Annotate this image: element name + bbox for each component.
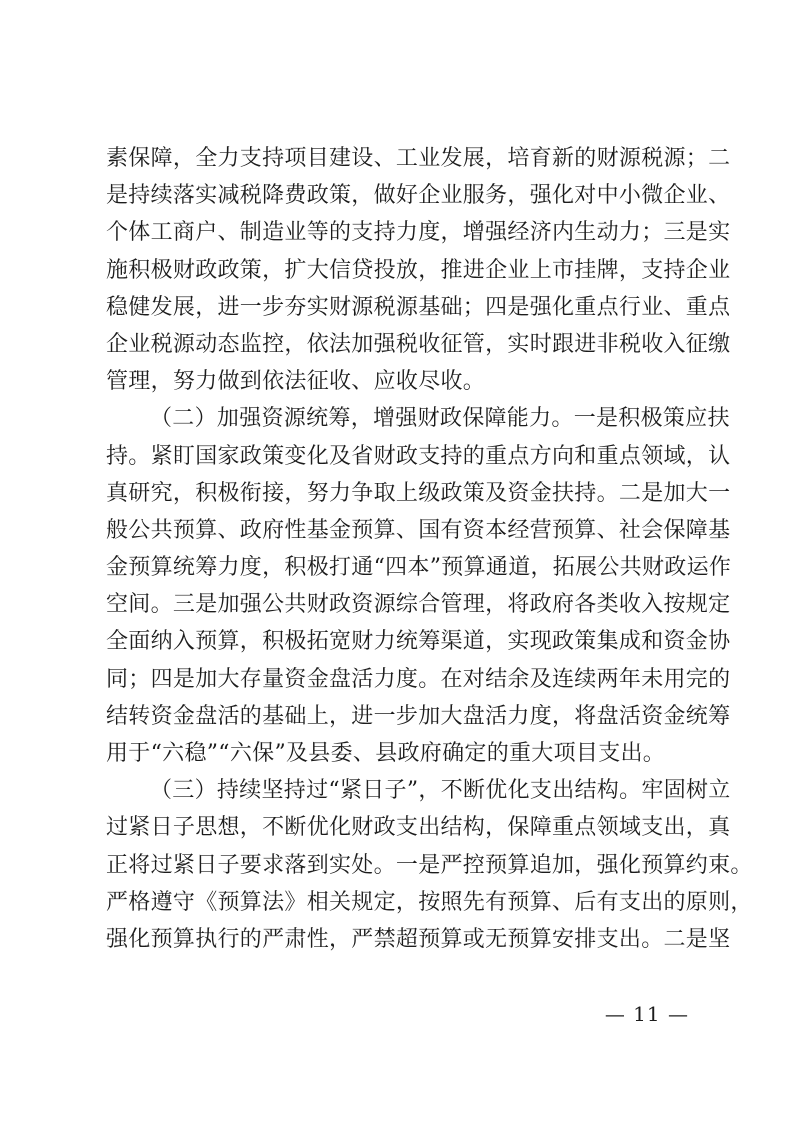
text-line: 全面纳入预算，积极拓宽财力统筹渠道，实现政策集成和资金协	[106, 629, 731, 655]
text-line: 空间。三是加强公共财政资源综合管理，将政府各类收入按规定	[106, 592, 731, 618]
page-number: — 11 —	[604, 1002, 689, 1026]
text-line: 过紧日子思想，不断优化财政支出结构，保障重点领域支出，真	[106, 815, 731, 841]
body-text	[106, 140, 753, 958]
text-line: 个体工商户、制造业等的支持力度，增强经济内生动力；三是实	[106, 220, 731, 246]
section-heading-line: （二）加强资源统筹，增强财政保障能力。一是积极策应扶	[150, 406, 730, 432]
text-line: 管理，努力做到依法征收、应收尽收。	[106, 369, 486, 395]
text-line: 结转资金盘活的基础上，进一步加大盘活力度，将盘活资金统筹	[106, 703, 731, 729]
text-line: 同；四是加大存量资金盘活力度。在对结余及连续两年未用完的	[106, 666, 731, 692]
section-heading-line: （三）持续坚持过“紧日子”，不断优化支出结构。牢固树立	[150, 778, 731, 804]
text-line: 严格遵守《预算法》相关规定，按照先有预算、后有支出的原则，	[106, 889, 753, 915]
text-line: 施积极财政政策，扩大信贷投放，推进企业上市挂牌，支持企业	[106, 257, 731, 283]
text-line: 金预算统筹力度，积极打通“四本”预算通道，拓展公共财政运作	[106, 555, 732, 581]
text-line: 强化预算执行的严肃性，严禁超预算或无预算安排支出。二是坚	[106, 926, 731, 952]
text-line: 稳健发展，进一步夯实财源税源基础；四是强化重点行业、重点	[106, 294, 731, 320]
text-line: 正将过紧日子要求落到实处。一是严控预算追加，强化预算约束。	[106, 852, 753, 878]
text-line: 持。紧盯国家政策变化及省财政支持的重点方向和重点领域，认	[106, 443, 731, 469]
text-line: 素保障，全力支持项目建设、工业发展，培育新的财源税源；二	[106, 146, 731, 171]
text-line: 是持续落实减税降费政策，做好企业服务，强化对中小微企业、	[106, 183, 731, 209]
text-line: 企业税源动态监控，依法加强税收征管，实时跟进非税收入征缴	[106, 331, 731, 357]
text-line: 般公共预算、政府性基金预算、国有资本经营预算、社会保障基	[106, 517, 731, 543]
text-line: 用于“六稳”“六保”及县委、县政府确定的重大项目支出。	[106, 741, 666, 766]
text-line: 真研究，积极衔接，努力争取上级政策及资金扶持。二是加大一	[106, 480, 731, 506]
